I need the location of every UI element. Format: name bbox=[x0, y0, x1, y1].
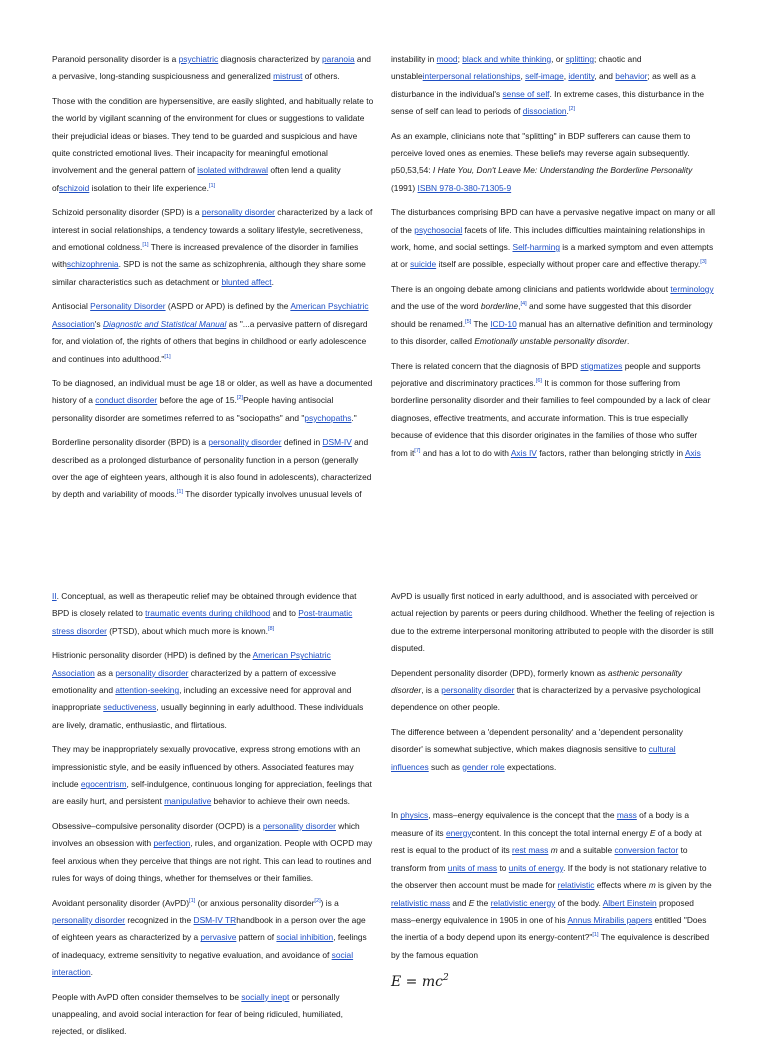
link-axis-iv[interactable]: Axis IV bbox=[510, 447, 537, 458]
link-physics[interactable]: physics bbox=[400, 810, 429, 821]
link-behavior[interactable]: behavior bbox=[615, 71, 648, 82]
link-conversion-factor[interactable]: conversion factor bbox=[614, 845, 679, 856]
link-seductiveness[interactable]: seductiveness bbox=[103, 702, 157, 713]
paragraph-bpd-debate: There is an ongoing debate among clinicians and patients worldwide about terminology and the use of the word borderline,[4] and some have suggested that this disorder should be renamed.[5] The ICD-10 manual has an alternative definition and terminology to this disorder, called Emotionally unstable personality disorder. bbox=[391, 283, 714, 347]
citation[interactable]: [5] bbox=[465, 318, 472, 325]
link-personality-disorder[interactable]: personality disorder bbox=[441, 685, 515, 696]
link-dsm-iv[interactable]: DSM-IV bbox=[322, 437, 352, 448]
paragraph-histrionic: Histrionic personality disorder (HPD) is defined by the American Psychiatric Association as a personality disorder characterized by a pattern of excessive emotionality and attention-seeking, including an excessive need for approval and inappropriate seductiveness, usually beginning in early adulthood. These individuals are lively, dramatic, enthusiastic, and flirtatious. bbox=[52, 650, 364, 730]
paragraph-dependent: Dependent personality disorder (DPD), formerly known as asthenic personality disorder, is a personality disorder that is characterized by a pervasive psychological dependence on other people. bbox=[391, 667, 701, 713]
citation[interactable]: [3] bbox=[700, 259, 707, 266]
link-psychosocial[interactable]: psychosocial bbox=[414, 224, 463, 235]
link-dsm[interactable]: Diagnostic and Statistical Manual bbox=[102, 318, 227, 329]
citation[interactable]: [1] bbox=[189, 897, 196, 904]
equation-emc2 bbox=[391, 971, 715, 993]
link-icd-10[interactable]: ICD-10 bbox=[490, 318, 517, 329]
paragraph-dependent-2: The difference between a 'dependent personality' and a 'dependent personality disorder' is somewhat subjective, which makes diagnosis sensitive to cultural influences such as gender role expectations. bbox=[391, 726, 683, 772]
link-mass[interactable]: mass bbox=[616, 810, 637, 821]
link-gender-role[interactable]: gender role bbox=[462, 761, 505, 772]
paragraph-mass-energy: In physics, mass–energy equivalence is the concept that the mass of a body is a measure of its energycontent. In this concept the total internal energy E of a body at rest is equal to the product of its rest mass m and a suitable conversion factor to transform from units of mass to units of energy. If the body is not stationary relative to the observer then account must be made for relativistic effects where m is given by the relativistic mass and E the relativistic energy of the body. Albert Einstein proposed mass–energy equivalence in 1905 in one of his Annus Mirabilis papers entitled "Does the inertia of a body depend upon its energy-content?"[1] The equivalence is described by the famous equation bbox=[391, 810, 712, 960]
link-apa[interactable]: American Psychiatric Association bbox=[52, 650, 331, 678]
citation[interactable]: [2] bbox=[568, 106, 576, 113]
citation[interactable]: [1] bbox=[592, 932, 599, 939]
equation-exponent: 2 bbox=[443, 973, 449, 984]
link-personality-disorder[interactable]: personality disorder bbox=[52, 914, 126, 925]
link-interpersonal-relationships[interactable]: interpersonal relationships bbox=[422, 71, 521, 82]
paragraph-avoidant-3: AvPD is usually first noticed in early adulthood, and is associated with perceived or actual rejection by parents or peers during childhood. Whether the feeling of rejection is due to the extreme interpersonal monitoring attributed to people with the disorder is still disputed. bbox=[391, 591, 715, 654]
link-personality-disorder[interactable]: personality disorder bbox=[262, 820, 336, 831]
paragraph-borderline: Borderline personality disorder (BPD) is a personality disorder defined in DSM-IV and described as a prolonged disturbance of personality function in a person (generally over the age of eighteen years, although it is also found in adolescents), characterized by depth and variability of moods.[1] The disorder typically involves unusual levels of bbox=[52, 437, 372, 500]
link-attention-seeking[interactable]: attention-seeking bbox=[115, 685, 180, 696]
link-paranoia[interactable]: paranoia bbox=[322, 54, 355, 64]
citation[interactable]: [1] bbox=[176, 489, 184, 496]
paragraph-schizoid: Schizoid personality disorder (SPD) is a personality disorder characterized by a lack of interest in social relationships, a tendency towards a solitary lifestyle, secretiveness, and emotional coldness.[1] There is increased prevalence of the disorder in families withschizophrenia. SPD is not the same as schizophrenia, although they share some similar characteristics such as detachment or blunted affect. bbox=[52, 207, 373, 287]
paragraph-avoidant-2: People with AvPD often consider themselves to be socially inept or personally unappealing, and avoid social interaction for fear of being ridiculed, humiliated, rejected, or disliked. bbox=[52, 991, 343, 1037]
column-bottom-left bbox=[52, 588, 374, 1048]
citation[interactable]: [8] bbox=[267, 625, 275, 632]
citation[interactable]: [6] bbox=[535, 377, 542, 384]
paragraph-bpd-cont: II. Conceptual, as well as therapeutic relief may be obtained through evidence that BPD is closely related to traumatic events during childhood and to Post-traumatic stress disorder (PTSD), about which much more is known.[8] bbox=[52, 591, 357, 636]
link-annus-mirabilis[interactable]: Annus Mirabilis papers bbox=[567, 914, 653, 925]
link-dsm-iv-tr[interactable]: DSM-IV TR bbox=[193, 914, 237, 925]
link-sense-of-self[interactable]: sense of self bbox=[502, 88, 550, 99]
link-perfection[interactable]: perfection bbox=[153, 838, 191, 849]
link-personality-disorder[interactable]: personality disorder bbox=[115, 667, 189, 678]
citation[interactable]: [1] bbox=[164, 353, 171, 360]
link-isolated-withdrawal[interactable]: isolated withdrawal bbox=[197, 165, 269, 176]
link-schizoid[interactable]: schizoid bbox=[59, 182, 90, 193]
link-traumatic-events[interactable]: traumatic events during childhood bbox=[145, 608, 271, 619]
link-manipulative[interactable]: manipulative bbox=[164, 796, 212, 807]
column-top-right bbox=[391, 51, 715, 469]
link-pervasive[interactable]: pervasive bbox=[200, 932, 237, 943]
link-terminology[interactable]: terminology bbox=[670, 283, 714, 294]
link-self-harming[interactable]: Self-harming bbox=[512, 242, 560, 253]
link-stigmatizes[interactable]: stigmatizes bbox=[580, 360, 623, 371]
citation[interactable]: [1] bbox=[208, 182, 216, 189]
link-mood[interactable]: mood bbox=[436, 54, 458, 64]
paragraph-histrionic-2: They may be inappropriately sexually provocative, express strong emotions with an impressionistic style, and be easily influenced by others. Associated features may include egocentrism, self-indulgence, continuous longing for appreciation, feelings that are easily hurt, and persistent manipulative behavior to achieve their own needs. bbox=[52, 744, 372, 807]
link-psychopaths[interactable]: psychopaths bbox=[304, 412, 352, 423]
link-mistrust[interactable]: mistrust bbox=[273, 71, 303, 82]
equation-lhs: E bbox=[391, 974, 402, 991]
link-albert-einstein[interactable]: Albert Einstein bbox=[602, 897, 657, 908]
link-relativistic[interactable]: relativistic bbox=[557, 880, 595, 891]
link-personality-disorder[interactable]: personality disorder bbox=[208, 437, 282, 448]
link-schizophrenia[interactable]: schizophrenia bbox=[66, 259, 119, 270]
citation[interactable]: [4] bbox=[520, 301, 527, 308]
link-ptsd[interactable]: Post-traumatic stress disorder bbox=[52, 608, 353, 636]
link-rest-mass[interactable]: rest mass bbox=[512, 845, 549, 856]
link-psychiatric[interactable]: psychiatric bbox=[178, 54, 219, 64]
citation[interactable]: [1] bbox=[142, 242, 149, 249]
link-personality-disorder[interactable]: Personality Disorder bbox=[90, 301, 166, 312]
equation-equals: = bbox=[401, 974, 422, 991]
paragraph-paranoid-2: Those with the condition are hypersensitive, are easily slighted, and habitually relate to the world by vigilant scanning of the environment for clues or suggestions to validate their prejudicial ideas or biases. They tend to be guarded and suspicious and have quite constricted emotional lives. Their incapacity for meaningful emotional involvement and the general pattern of isolated withdrawal often lend a quality ofschizoid isolation to their life experience.[1] bbox=[52, 95, 374, 193]
paragraph-avoidant: Avoidant personality disorder (AvPD)[1] (or anxious personality disorder[2]) is a personality disorder recognized in the DSM-IV TRhandbook in a person over the age of eighteen years as characterized by a pervasive pattern of social inhibition, feelings of inadequacy, extreme sensitivity to negative evaluation, and avoidance of social interaction. bbox=[52, 897, 367, 978]
link-units-of-energy[interactable]: units of energy bbox=[508, 862, 564, 873]
column-bottom-right bbox=[391, 588, 715, 993]
link-axis[interactable]: Axis bbox=[684, 447, 701, 458]
paragraph-bpd-impact: The disturbances comprising BPD can have a pervasive negative impact on many or all of the psychosocial facets of life. This includes difficulties maintaining relationships in work, home, and social settings. Self-harming is a marked symptom and even attempts at or suicide itself are possible, especially without proper care and effective therapy.[3] bbox=[391, 207, 715, 270]
column-top-left bbox=[52, 51, 374, 511]
paragraph-ocpd: Obsessive–compulsive personality disorder (OCPD) is a personality disorder which involves an obsession with perfection, rules, and organization. People with OCPD may feel anxious when they perceive that things are not right. This can lead to routines and rules for ways of doing things, whether for themselves or their families. bbox=[52, 820, 373, 884]
link-egocentrism[interactable]: egocentrism bbox=[80, 779, 127, 790]
link-dissociation[interactable]: dissociation bbox=[522, 106, 567, 117]
link-axis-ii[interactable]: II bbox=[52, 591, 57, 601]
link-identity[interactable]: identity bbox=[568, 71, 595, 82]
paragraph-borderline-cont: instability in mood; black and white thinking, or splitting; chaotic and unstableinterpersonal relationships, self-image, identity, and behavior; as well as a disturbance in the individual's sense of self. In extreme cases, this disturbance in the sense of self can lead to periods of dissociation.[2] bbox=[391, 54, 705, 117]
equation-base: mc bbox=[421, 974, 443, 991]
citation[interactable]: [7] bbox=[414, 447, 421, 454]
link-relativistic-mass[interactable]: relativistic mass bbox=[391, 897, 451, 908]
link-isbn[interactable]: ISBN 978-0-380-71305-9 bbox=[417, 182, 512, 193]
link-black-and-white-thinking[interactable]: black and white thinking bbox=[462, 54, 552, 64]
link-social-inhibition[interactable]: social inhibition bbox=[276, 932, 334, 943]
link-suicide[interactable]: suicide bbox=[410, 259, 437, 270]
link-personality-disorder[interactable]: personality disorder bbox=[201, 207, 275, 218]
link-social-interaction[interactable]: social interaction bbox=[52, 949, 354, 978]
paragraph-splitting: As an example, clinicians note that "splitting" in BDP sufferers can cause them to perceive loved ones as enemies. These beliefs may reverse again subsequently. p50,53,54: I Hate You, Don't Leave Me: Understanding the Borderline Personality (1991) ISBN 978-0-380-71305-9 bbox=[391, 130, 693, 193]
link-relativistic-energy[interactable]: relativistic energy bbox=[490, 897, 556, 908]
link-energy[interactable]: energy bbox=[445, 827, 472, 838]
link-blunted-affect[interactable]: blunted affect bbox=[221, 276, 272, 287]
link-socially-inept[interactable]: socially inept bbox=[241, 991, 290, 1002]
paragraph-paranoid: Paranoid personality disorder is a psychiatric diagnosis characterized by paranoia and a pervasive, long-standing suspiciousness and generalized mistrust of others. bbox=[52, 54, 371, 82]
link-conduct-disorder[interactable]: conduct disorder bbox=[95, 395, 158, 406]
link-self-image[interactable]: self-image bbox=[525, 71, 564, 82]
link-apa[interactable]: American Psychiatric Association bbox=[52, 301, 369, 329]
paragraph-bpd-stigma: There is related concern that the diagnosis of BPD stigmatizes people and supports pejorative and discriminatory practices.[6] It is common for those suffering from borderline personality disorder and their families to feel compounded by a lack of clear diagnoses, effective treatments, and accurate information. This is true especially because of evidence that this disorder originates in the families of those who suffer from it[7] and has a lot to do with Axis IV factors, rather than belonging strictly in Axis bbox=[391, 360, 711, 458]
paragraph-antisocial: Antisocial Personality Disorder (ASPD or APD) is defined by the American Psychiatric Association's Diagnostic and Statistical Manual as "...a pervasive pattern of disregard for, and violation of, the rights of others that begins in childhood or early adolescence and continues into adulthood."[1] bbox=[52, 301, 369, 364]
link-splitting[interactable]: splitting bbox=[565, 54, 595, 64]
paragraph-spacer bbox=[391, 783, 715, 800]
citation[interactable]: [2] bbox=[236, 395, 244, 402]
paragraph-antisocial-2: To be diagnosed, an individual must be age 18 or older, as well as have a documented history of a conduct disorder before the age of 15.[2]People having antisocial personality disorder are sometimes referred to as "sociopaths" and "psychopaths." bbox=[52, 377, 373, 423]
citation[interactable]: [2] bbox=[314, 897, 321, 904]
link-cultural-influences[interactable]: cultural influences bbox=[391, 744, 676, 772]
link-units-of-mass[interactable]: units of mass bbox=[447, 862, 498, 873]
